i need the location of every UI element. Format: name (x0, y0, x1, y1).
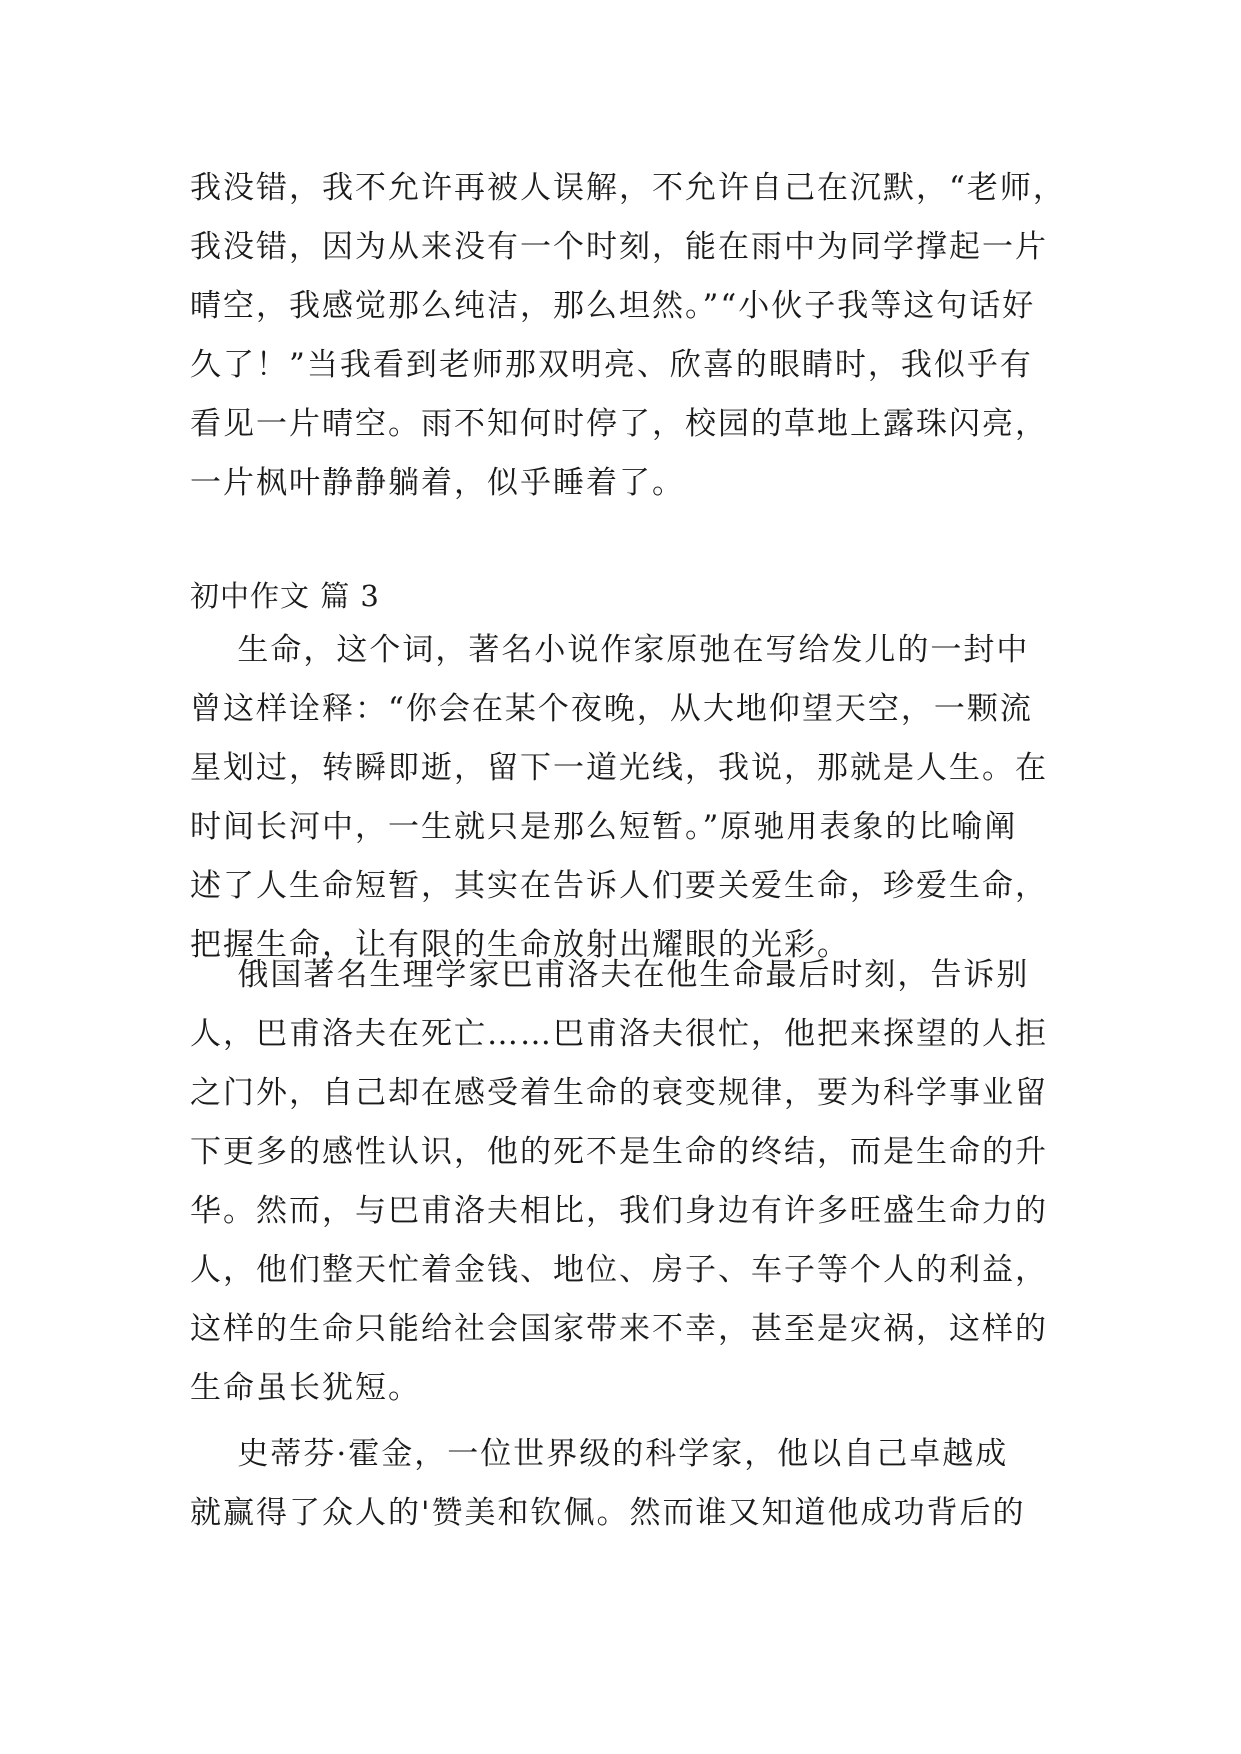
text-line: 我没错，因为从来没有一个时刻，能在雨中为同学撑起一片 (190, 229, 1048, 265)
paragraph-2 (190, 621, 1050, 975)
text-line: 晴空，我感觉那么纯洁，那么坦然。”“小伙子我等这句话好 (190, 288, 1036, 324)
text-line: 下更多的感性认识，他的死不是生命的终结，而是生命的升 (190, 1134, 1048, 1170)
section-heading: 初中作文 篇 3 (190, 579, 380, 613)
text-line: 看见一片晴空。雨不知何时停了，校园的草地上露珠闪亮， (190, 406, 1048, 442)
text-line: 华。然而，与巴甫洛夫相比，我们身边有许多旺盛生命力的 (190, 1193, 1048, 1229)
text-line: 人，巴甫洛夫在死亡……巴甫洛夫很忙，他把来探望的人拒 (190, 1016, 1048, 1052)
text-line: 之门外，自己却在感受着生命的衰变规律，要为科学事业留 (190, 1075, 1048, 1111)
paragraph-1 (190, 159, 1066, 513)
text-line: 这样的生命只能给社会国家带来不幸，甚至是灾祸，这样的 (190, 1311, 1048, 1347)
text-line: 就赢得了众人的'赞美和钦佩。然而谁又知道他成功背后的 (190, 1495, 1026, 1531)
text-line: 星划过，转瞬即逝，留下一道光线，我说，那就是人生。在 (190, 750, 1048, 786)
text-line: 把握生命，让有限的生命放射出耀眼的光彩。 (190, 927, 850, 963)
text-line: 生命虽长犹短。 (190, 1370, 421, 1406)
text-line: 史蒂芬·霍金，一位世界级的科学家，他以自己卓越成 (190, 1436, 1009, 1472)
text-line: 述了人生命短暂，其实在告诉人们要关爱生命，珍爱生命， (190, 868, 1048, 904)
text-line: 人，他们整天忙着金钱、地位、房子、车子等个人的利益， (190, 1252, 1048, 1288)
text-line: 俄国著名生理学家巴甫洛夫在他生命最后时刻，告诉别 (190, 957, 1030, 993)
text-line: 时间长河中，一生就只是那么短暂。”原驰用表象的比喻阐 (190, 809, 1018, 845)
paragraph-3 (190, 946, 1050, 1418)
text-line: 一片枫叶静静躺着，似乎睡着了。 (190, 465, 685, 501)
paragraph-4 (190, 1425, 1050, 1543)
text-line: 我没错，我不允许再被人误解，不允许自己在沉默，“老师， (190, 170, 1066, 206)
text-line: 生命，这个词，著名小说作家原弛在写给发儿的一封中 (190, 632, 1030, 668)
text-line: 久了！”当我看到老师那双明亮、欣喜的眼睛时，我似乎有 (190, 347, 1033, 383)
text-line: 曾这样诠释：“你会在某个夜晚，从大地仰望天空，一颗流 (190, 691, 1033, 727)
